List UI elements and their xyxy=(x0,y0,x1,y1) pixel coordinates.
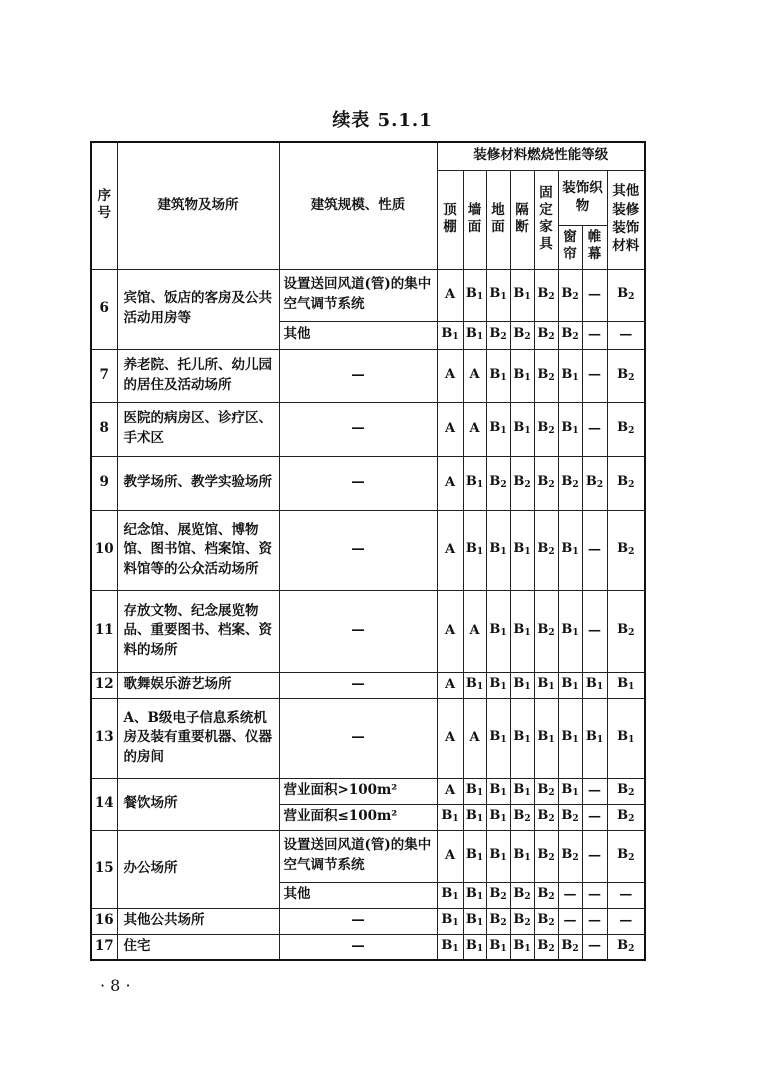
grade-curtain: $B_2$ xyxy=(558,804,582,830)
grade-furniture: $B_2$ xyxy=(534,402,558,456)
grade-furniture: $B_2$ xyxy=(534,456,558,510)
row-number: 16 xyxy=(91,908,117,934)
header-wall: 墙面 xyxy=(463,170,486,269)
place-name: 住宅 xyxy=(117,934,279,960)
table-row xyxy=(91,590,645,672)
grade-curtain: $B_1$ xyxy=(558,510,582,590)
grade-wall: $B_1$ xyxy=(463,830,486,882)
grade-ceiling: A xyxy=(437,778,463,804)
grade-ceiling: A xyxy=(437,510,463,590)
grade-curtain: $B_2$ xyxy=(558,269,582,321)
grade-furniture: $B_2$ xyxy=(534,321,558,349)
table-caption: 续表 5.1.1 xyxy=(332,110,433,131)
grade-wall: $B_1$ xyxy=(463,510,486,590)
table-row xyxy=(91,456,645,510)
grade-wall: A xyxy=(463,590,486,672)
grade-wall: $B_1$ xyxy=(463,269,486,321)
row-number: 7 xyxy=(91,349,117,402)
scale-nature: — xyxy=(279,590,437,672)
grade-floor: $B_1$ xyxy=(486,672,510,698)
scale-nature: — xyxy=(279,698,437,778)
grade-partition: $B_2$ xyxy=(510,321,534,349)
grade-drape: — xyxy=(582,510,607,590)
grade-other: $B_2$ xyxy=(607,590,645,672)
scale-nature: — xyxy=(279,934,437,960)
grade-wall: A xyxy=(463,698,486,778)
grade-furniture: $B_2$ xyxy=(534,510,558,590)
scale-nature: — xyxy=(279,349,437,402)
grade-drape: — xyxy=(582,908,607,934)
grade-floor: $B_1$ xyxy=(486,402,510,456)
place-name: 歌舞娱乐游艺场所 xyxy=(117,672,279,698)
header-place: 建筑物及场所 xyxy=(117,142,279,269)
grade-drape: — xyxy=(582,321,607,349)
row-number: 8 xyxy=(91,402,117,456)
grade-wall: $B_1$ xyxy=(463,934,486,960)
grade-other: $B_2$ xyxy=(607,456,645,510)
grade-furniture: $B_2$ xyxy=(534,778,558,804)
grade-partition: $B_2$ xyxy=(510,908,534,934)
grade-drape: — xyxy=(582,882,607,908)
place-name: 存放文物、纪念展览物品、重要图书、档案、资料的场所 xyxy=(117,590,279,672)
grade-drape: — xyxy=(582,269,607,321)
grade-furniture: $B_2$ xyxy=(534,349,558,402)
grade-partition: $B_1$ xyxy=(510,590,534,672)
grade-ceiling: $B_1$ xyxy=(437,804,463,830)
page-number: · 8 · xyxy=(100,976,131,995)
place-name: 纪念馆、展览馆、博物馆、图书馆、档案馆、资料馆等的公众活动场所 xyxy=(117,510,279,590)
row-number: 15 xyxy=(91,830,117,908)
row-number: 14 xyxy=(91,778,117,830)
grade-curtain: $B_1$ xyxy=(558,778,582,804)
row-number: 6 xyxy=(91,269,117,349)
grade-furniture: $B_2$ xyxy=(534,269,558,321)
table-row xyxy=(91,672,645,698)
grade-floor: $B_1$ xyxy=(486,510,510,590)
grade-wall: $B_1$ xyxy=(463,908,486,934)
grade-drape: — xyxy=(582,349,607,402)
place-name: 教学场所、教学实验场所 xyxy=(117,456,279,510)
grade-floor: $B_1$ xyxy=(486,698,510,778)
scale-nature: — xyxy=(279,672,437,698)
header-partition: 隔断 xyxy=(510,170,534,269)
grade-partition: $B_1$ xyxy=(510,698,534,778)
grade-other: $B_2$ xyxy=(607,830,645,882)
table-row xyxy=(91,698,645,778)
header-other: 其他装修装饰材料 xyxy=(607,170,645,269)
grade-other: $B_2$ xyxy=(607,934,645,960)
table-row xyxy=(91,402,645,456)
grade-ceiling: $B_1$ xyxy=(437,321,463,349)
header-rating-group: 装修材料燃烧性能等级 xyxy=(437,142,645,170)
grade-curtain: $B_1$ xyxy=(558,349,582,402)
grade-floor: $B_1$ xyxy=(486,590,510,672)
header-scale: 建筑规模、性质 xyxy=(279,142,437,269)
scale-nature: 设置送回风道(管)的集中空气调节系统 xyxy=(279,830,437,882)
grade-partition: $B_1$ xyxy=(510,672,534,698)
row-number: 17 xyxy=(91,934,117,960)
grade-wall: A xyxy=(463,349,486,402)
row-number: 12 xyxy=(91,672,117,698)
grade-furniture: $B_2$ xyxy=(534,908,558,934)
grade-drape: — xyxy=(582,778,607,804)
table-row xyxy=(91,778,645,804)
grade-curtain: $B_1$ xyxy=(558,672,582,698)
row-number: 10 xyxy=(91,510,117,590)
grade-ceiling: A xyxy=(437,402,463,456)
header-curtain: 窗帘 xyxy=(558,225,582,269)
grade-drape: — xyxy=(582,590,607,672)
table-row xyxy=(91,349,645,402)
grade-floor: $B_1$ xyxy=(486,804,510,830)
grade-other: $B_2$ xyxy=(607,402,645,456)
grade-curtain: $B_1$ xyxy=(558,402,582,456)
place-name: 养老院、托儿所、幼儿园的居住及活动场所 xyxy=(117,349,279,402)
grade-wall: $B_1$ xyxy=(463,456,486,510)
grade-curtain: $B_2$ xyxy=(558,830,582,882)
grade-curtain: $B_1$ xyxy=(558,590,582,672)
place-name: A、B级电子信息系统机房及装有重要机器、仪器的房间 xyxy=(117,698,279,778)
grade-other: — xyxy=(607,882,645,908)
grade-ceiling: $B_1$ xyxy=(437,934,463,960)
grade-curtain: $B_2$ xyxy=(558,934,582,960)
grade-other: $B_2$ xyxy=(607,804,645,830)
grade-furniture: $B_2$ xyxy=(534,804,558,830)
grade-wall: $B_1$ xyxy=(463,804,486,830)
grade-floor: $B_1$ xyxy=(486,830,510,882)
grade-partition: $B_2$ xyxy=(510,882,534,908)
header-drape: 帷幕 xyxy=(582,225,607,269)
scale-nature: 其他 xyxy=(279,882,437,908)
table-row xyxy=(91,510,645,590)
grade-drape: $B_1$ xyxy=(582,698,607,778)
grade-floor: $B_2$ xyxy=(486,456,510,510)
grade-ceiling: A xyxy=(437,698,463,778)
grade-furniture: $B_2$ xyxy=(534,882,558,908)
grade-partition: $B_1$ xyxy=(510,778,534,804)
place-name: 宾馆、饭店的客房及公共活动用房等 xyxy=(117,269,279,349)
table-row xyxy=(91,934,645,960)
grade-wall: $B_1$ xyxy=(463,321,486,349)
header-textile: 装饰织物 xyxy=(558,170,607,225)
grade-partition: $B_1$ xyxy=(510,402,534,456)
grade-drape: — xyxy=(582,830,607,882)
grade-partition: $B_2$ xyxy=(510,456,534,510)
grade-ceiling: $B_1$ xyxy=(437,908,463,934)
grade-ceiling: A xyxy=(437,269,463,321)
grade-curtain: — xyxy=(558,882,582,908)
grade-curtain: $B_2$ xyxy=(558,456,582,510)
grade-curtain: $B_2$ xyxy=(558,321,582,349)
grade-other: — xyxy=(607,321,645,349)
scale-nature: — xyxy=(279,510,437,590)
scale-nature: 设置送回风道(管)的集中空气调节系统 xyxy=(279,269,437,321)
place-name: 其他公共场所 xyxy=(117,908,279,934)
scale-nature: 营业面积>100m² xyxy=(279,778,437,804)
grade-floor: $B_2$ xyxy=(486,908,510,934)
grade-ceiling: A xyxy=(437,349,463,402)
grade-ceiling: A xyxy=(437,456,463,510)
grade-wall: $B_1$ xyxy=(463,778,486,804)
grade-partition: $B_1$ xyxy=(510,510,534,590)
grade-floor: $B_1$ xyxy=(486,349,510,402)
grade-floor: $B_2$ xyxy=(486,321,510,349)
scale-nature: 营业面积≤100m² xyxy=(279,804,437,830)
grade-partition: $B_1$ xyxy=(510,830,534,882)
table-row xyxy=(91,908,645,934)
grade-furniture: $B_2$ xyxy=(534,934,558,960)
header-seq: 序号 xyxy=(91,142,117,269)
grade-curtain: $B_1$ xyxy=(558,698,582,778)
grade-partition: $B_1$ xyxy=(510,349,534,402)
grade-partition: $B_2$ xyxy=(510,804,534,830)
grade-other: $B_2$ xyxy=(607,349,645,402)
grade-drape: — xyxy=(582,402,607,456)
row-number: 13 xyxy=(91,698,117,778)
place-name: 医院的病房区、诊疗区、手术区 xyxy=(117,402,279,456)
grade-furniture: $B_2$ xyxy=(534,830,558,882)
grade-ceiling: A xyxy=(437,672,463,698)
grade-floor: $B_1$ xyxy=(486,934,510,960)
table-row xyxy=(91,830,645,882)
grade-furniture: $B_1$ xyxy=(534,698,558,778)
grade-other: $B_2$ xyxy=(607,269,645,321)
grade-ceiling: $B_1$ xyxy=(437,882,463,908)
grade-drape: $B_2$ xyxy=(582,456,607,510)
grade-other: — xyxy=(607,908,645,934)
table-row xyxy=(91,269,645,321)
grade-floor: $B_1$ xyxy=(486,778,510,804)
grade-other: $B_1$ xyxy=(607,672,645,698)
grade-other: $B_2$ xyxy=(607,510,645,590)
grade-other: $B_1$ xyxy=(607,698,645,778)
grade-furniture: $B_1$ xyxy=(534,672,558,698)
grade-partition: $B_1$ xyxy=(510,269,534,321)
grade-drape: — xyxy=(582,934,607,960)
header-ceiling: 顶棚 xyxy=(437,170,463,269)
row-number: 11 xyxy=(91,590,117,672)
fire-rating-table xyxy=(90,141,646,961)
place-name: 办公场所 xyxy=(117,830,279,908)
grade-wall: A xyxy=(463,402,486,456)
grade-floor: $B_2$ xyxy=(486,882,510,908)
grade-ceiling: A xyxy=(437,830,463,882)
scale-nature: — xyxy=(279,908,437,934)
grade-curtain: — xyxy=(558,908,582,934)
scale-nature: — xyxy=(279,456,437,510)
scale-nature: — xyxy=(279,402,437,456)
grade-drape: — xyxy=(582,804,607,830)
scale-nature: 其他 xyxy=(279,321,437,349)
grade-wall: $B_1$ xyxy=(463,882,486,908)
grade-partition: $B_1$ xyxy=(510,934,534,960)
grade-furniture: $B_2$ xyxy=(534,590,558,672)
header-furniture: 固定家具 xyxy=(534,170,558,269)
place-name: 餐饮场所 xyxy=(117,778,279,830)
grade-drape: $B_1$ xyxy=(582,672,607,698)
grade-wall: $B_1$ xyxy=(463,672,486,698)
row-number: 9 xyxy=(91,456,117,510)
header-floor: 地面 xyxy=(486,170,510,269)
grade-floor: $B_1$ xyxy=(486,269,510,321)
grade-other: $B_2$ xyxy=(607,778,645,804)
grade-ceiling: A xyxy=(437,590,463,672)
